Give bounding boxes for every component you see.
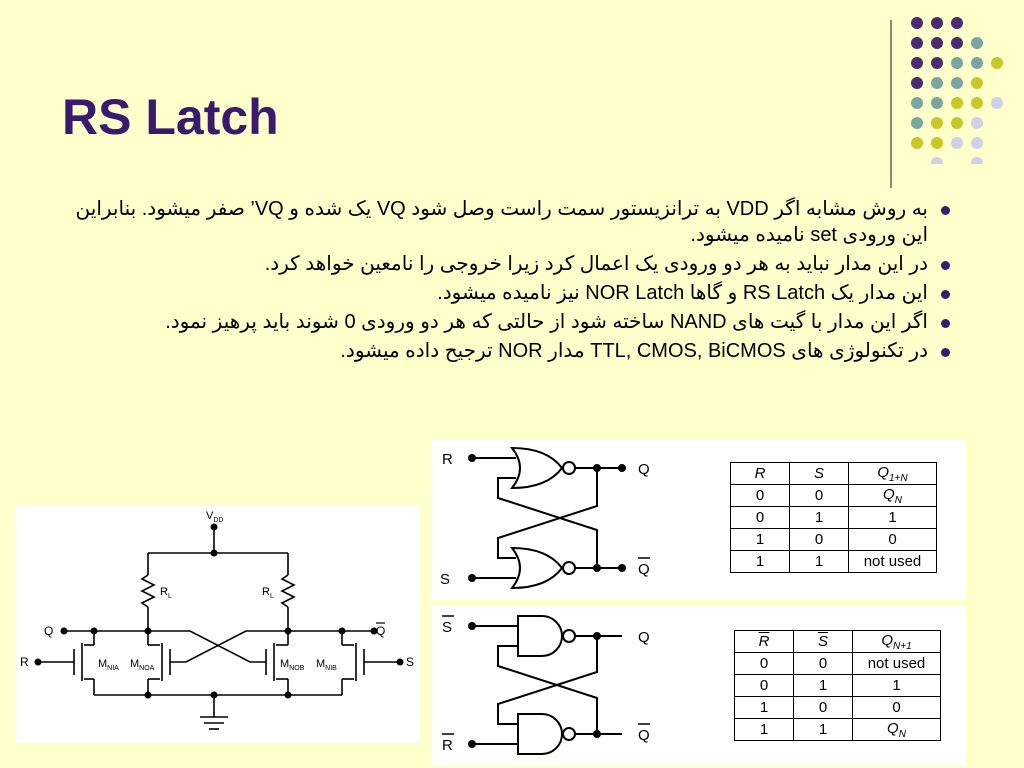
table-header-row bbox=[735, 631, 941, 653]
resistor-right-label: $R_L$ bbox=[262, 586, 274, 600]
nand-latch-diagram bbox=[432, 606, 722, 766]
bullet-item bbox=[70, 338, 950, 364]
table-cell: 0 bbox=[853, 697, 941, 719]
table-cell: 1 bbox=[790, 551, 849, 573]
output-qbar-label: Q bbox=[638, 727, 650, 744]
table-cell: 1 bbox=[731, 529, 790, 551]
transistor-label: $M_{NIA}$ bbox=[98, 658, 119, 672]
table-cell: 0 bbox=[735, 653, 794, 675]
bullet-item bbox=[70, 251, 950, 277]
dot-row-7 bbox=[911, 137, 983, 149]
resistor-left-label: $R_L$ bbox=[160, 586, 172, 600]
table-cell: 0 bbox=[735, 675, 794, 697]
nand-truth-table bbox=[734, 630, 941, 741]
divider-line bbox=[890, 20, 892, 188]
bullet-text: اگر این مدار با گیت های NAND ساخته شود از حالتی که هر دو ورودی 0 شوند باید پرهیز نمود. bbox=[165, 311, 928, 333]
bullet-text: در این مدار نباید به هر دو ورودی یک اعمال کرد زیرا خروجی را نامعین خواهد کرد. bbox=[264, 253, 928, 275]
bullet-dot-icon bbox=[941, 290, 950, 299]
transistor-circuit-diagram bbox=[16, 505, 420, 743]
nand-latch-figure bbox=[432, 606, 966, 766]
header-q: $Q_{N+1}$ bbox=[853, 631, 941, 653]
input-r-label: R bbox=[442, 451, 453, 468]
header-q: $Q_{1+N}$ bbox=[849, 463, 937, 485]
bullet-dot-icon bbox=[941, 319, 950, 328]
table-cell: 0 bbox=[790, 529, 849, 551]
table-cell: not used bbox=[849, 551, 937, 573]
dot-row-6 bbox=[911, 117, 983, 129]
bullet-item bbox=[70, 280, 950, 306]
input-rbar-label: R bbox=[442, 737, 453, 754]
nor-truth-table bbox=[730, 462, 937, 573]
terminal-s-label: S bbox=[406, 655, 415, 669]
table-cell: 0 bbox=[731, 485, 790, 507]
output-q-label: Q bbox=[638, 629, 650, 646]
table-cell: 0 bbox=[794, 697, 853, 719]
output-qbar-label: Q bbox=[638, 561, 650, 578]
terminal-r-label: R bbox=[20, 655, 29, 669]
table-cell: 1 bbox=[735, 697, 794, 719]
bullet-item bbox=[70, 309, 950, 335]
bullet-dot-icon bbox=[941, 348, 950, 357]
transistor-label: $M_{NOB}$ bbox=[280, 658, 305, 672]
nor-latch-figure bbox=[432, 440, 966, 600]
vdd-label: $V_{DD}$ bbox=[206, 510, 224, 524]
nor-latch-diagram bbox=[432, 440, 722, 600]
slide-title: RS Latch bbox=[62, 89, 279, 145]
decorative-dot-grid bbox=[900, 14, 1020, 164]
table-row bbox=[731, 529, 937, 551]
header-r: R bbox=[731, 463, 790, 485]
bullet-text: این مدار یک RS Latch و گاها NOR Latch نیز نامیده میشود. bbox=[437, 282, 928, 304]
table-cell: 1 bbox=[731, 551, 790, 573]
table-row bbox=[731, 485, 937, 507]
transistor-circuit-figure bbox=[16, 505, 420, 743]
table-row bbox=[735, 653, 941, 675]
input-s-label: S bbox=[440, 571, 451, 588]
table-row bbox=[735, 697, 941, 719]
bullet-text: در تکنولوژی های TTL, CMOS, BiCMOS مدار NOR ترجیح داده میشود. bbox=[340, 340, 928, 362]
table-cell: 1 bbox=[794, 675, 853, 697]
dot-row-2 bbox=[911, 37, 983, 49]
table-cell: 0 bbox=[731, 507, 790, 529]
dot-row-5 bbox=[911, 97, 1003, 109]
table-cell: 0 bbox=[849, 529, 937, 551]
dot-row-4 bbox=[911, 77, 983, 89]
dot-row-1 bbox=[911, 17, 963, 29]
table-header-row bbox=[731, 463, 937, 485]
table-row bbox=[735, 719, 941, 741]
header-s: S bbox=[790, 463, 849, 485]
dot-row-8 bbox=[931, 157, 983, 164]
table-cell: 1 bbox=[794, 719, 853, 741]
table-row bbox=[731, 507, 937, 529]
table-cell: 1 bbox=[853, 675, 941, 697]
header-rbar: $\overline{R}$ bbox=[735, 631, 794, 653]
table-cell: $Q_N$ bbox=[853, 719, 941, 741]
table-cell: not used bbox=[853, 653, 941, 675]
bullet-list bbox=[70, 196, 950, 367]
table-row bbox=[731, 551, 937, 573]
bullet-item bbox=[70, 196, 950, 248]
transistor-label: $M_{NIB}$ bbox=[316, 658, 337, 672]
table-cell: 1 bbox=[790, 507, 849, 529]
output-q-label: Q bbox=[638, 461, 650, 478]
table-cell: 0 bbox=[790, 485, 849, 507]
dot-row-3 bbox=[911, 57, 1003, 69]
table-cell: 1 bbox=[849, 507, 937, 529]
table-row bbox=[735, 675, 941, 697]
input-sbar-label: S bbox=[442, 619, 453, 636]
bullet-dot-icon bbox=[941, 206, 950, 215]
bullet-dot-icon bbox=[941, 261, 950, 270]
table-cell: 0 bbox=[794, 653, 853, 675]
table-cell: $Q_N$ bbox=[849, 485, 937, 507]
terminal-qbar-label: Q bbox=[376, 624, 386, 638]
table-cell: 1 bbox=[735, 719, 794, 741]
terminal-q-label: Q bbox=[44, 624, 54, 638]
bullet-text: به روش مشابه اگر VDD به ترانزیستور سمت راست وصل شود VQ یک شده و VQ’ صفر میشود. بنابراین این ورودی set نامیده میشود. bbox=[75, 198, 928, 246]
header-sbar: $\overline{S}$ bbox=[794, 631, 853, 653]
transistor-label: $M_{NOA}$ bbox=[130, 658, 155, 672]
